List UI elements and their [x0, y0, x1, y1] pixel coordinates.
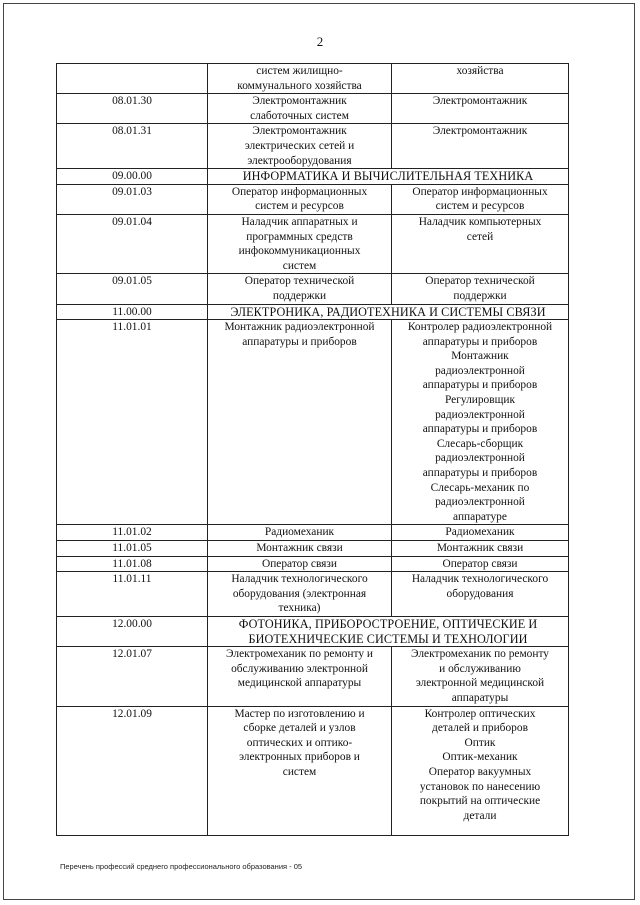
cell-line: Мастер по изготовлению и — [234, 707, 365, 720]
table-row — [57, 214, 569, 273]
qualification-cell — [392, 525, 569, 541]
cell-line: аппаратуры и приборов — [422, 379, 538, 392]
profession-cell — [208, 556, 392, 572]
cell-line: поддержки — [272, 289, 327, 302]
cell-line: аппаратуры и приборов — [422, 423, 538, 436]
code-cell: 11.01.05 — [57, 541, 208, 557]
group-title-cell — [208, 616, 569, 646]
cell-line: аппаратуры и приборов — [422, 467, 538, 480]
profession-cell — [208, 706, 392, 835]
table-row — [57, 525, 569, 541]
cell-line: Электромонтажник — [432, 125, 528, 138]
code-cell: 11.01.01 — [57, 320, 208, 525]
cell-line: аппаратуры — [451, 691, 509, 704]
profession-cell — [208, 541, 392, 557]
cell-line: систем жилищно- — [256, 65, 343, 77]
table-row — [57, 274, 569, 304]
cell-line: Электромеханик по ремонту и — [226, 648, 373, 661]
qualification-cell — [392, 184, 569, 214]
page-number: 2 — [316, 34, 324, 49]
cell-line: сетей — [466, 230, 494, 243]
cell-line: электрических сетей и — [244, 139, 355, 152]
cell-line: оборудования — [446, 587, 514, 600]
code-cell: 11.01.08 — [57, 556, 208, 572]
profession-cell — [208, 64, 392, 94]
profession-cell — [208, 184, 392, 214]
table-row — [57, 541, 569, 557]
code-cell: 08.01.31 — [57, 124, 208, 169]
group-row — [57, 169, 569, 185]
footer-note: Перечень профессий среднего профессионального образования - 05 — [60, 862, 303, 871]
cell-line: Электромонтажник — [252, 95, 347, 108]
cell-line: Оператор связи — [442, 557, 518, 570]
profession-cell — [208, 647, 392, 706]
group-title-cell: ИНФОРМАТИКА И ВЫЧИСЛИТЕЛЬНАЯ ТЕХНИКА — [208, 169, 569, 185]
cell-line: сборке деталей и узлов — [243, 722, 356, 735]
cell-line: Слесарь-сборщик — [436, 437, 524, 450]
cell-line: Контролер оптических — [424, 707, 536, 720]
cell-line: ФОТОНИКА, ПРИБОРОСТРОЕНИЕ, ОПТИЧЕСКИЕ И — [238, 616, 538, 631]
cell-line: программных средств — [246, 230, 353, 243]
qualification-cell — [392, 541, 569, 557]
profession-cell — [208, 572, 392, 617]
cell-line: установок по нанесению — [419, 780, 541, 793]
cell-line: Монтажник связи — [436, 542, 524, 554]
profession-cell — [208, 214, 392, 273]
cell-line: оптических и оптико- — [246, 736, 353, 749]
group-row — [57, 616, 569, 646]
cell-line: Регулировщик — [444, 394, 516, 407]
qualification-cell — [392, 706, 569, 835]
cell-line: систем — [282, 765, 317, 778]
code-cell: 09.00.00 — [57, 169, 208, 185]
cell-line: радиоэлектронной — [435, 452, 525, 465]
profession-cell — [208, 274, 392, 304]
table-row — [57, 647, 569, 706]
cell-line: Электромонтажник — [432, 95, 528, 108]
table-row — [57, 124, 569, 169]
cell-line: аппаратуры и приборов — [422, 335, 538, 348]
qualification-cell — [392, 214, 569, 273]
code-cell: 12.00.00 — [57, 616, 208, 646]
cell-line: электронной медицинской — [415, 677, 545, 690]
cell-line: обслуживанию электронной — [231, 662, 368, 675]
cell-line: Монтажник радиоэлектронной — [224, 321, 375, 334]
code-cell: 11.01.11 — [57, 572, 208, 617]
cell-line: Оптик-механик — [442, 751, 518, 764]
cell-line: БИОТЕХНИЧЕСКИЕ СИСТЕМЫ И ТЕХНОЛОГИИ — [248, 631, 528, 646]
code-cell — [57, 64, 208, 94]
cell-line: поддержки — [453, 289, 507, 302]
cell-line: Оптик — [464, 736, 496, 749]
cell-line: систем — [282, 259, 317, 272]
table-row — [57, 64, 569, 94]
code-cell: 09.01.05 — [57, 274, 208, 304]
cell-line: Наладчик аппаратных и — [241, 215, 358, 228]
cell-line: Монтажник — [451, 350, 509, 363]
cell-line: Оператор технической — [425, 275, 535, 288]
code-cell: 11.01.02 — [57, 525, 208, 541]
cell-line: радиоэлектронной — [435, 364, 525, 377]
code-cell: 09.01.03 — [57, 184, 208, 214]
table-row — [57, 706, 569, 835]
cell-line: Электромеханик по ремонту — [411, 648, 549, 661]
cell-line: систем и ресурсов — [435, 200, 525, 213]
cell-line: аппаратуре — [453, 510, 507, 523]
table-row — [57, 556, 569, 572]
cell-line: Радиомеханик — [264, 526, 335, 539]
cell-line: слаботочных систем — [250, 109, 349, 122]
table-row — [57, 320, 569, 525]
table-row — [57, 184, 569, 214]
qualification-cell — [392, 572, 569, 617]
code-cell: 09.01.04 — [57, 214, 208, 273]
qualification-cell — [392, 647, 569, 706]
cell-line: Контролер радиоэлектронной — [407, 321, 553, 334]
profession-cell — [208, 94, 392, 124]
group-title-cell: ЭЛЕКТРОНИКА, РАДИОТЕХНИКА И СИСТЕМЫ СВЯЗИ — [208, 304, 569, 320]
profession-cell — [208, 124, 392, 169]
cell-line: Слесарь-механик по — [430, 481, 530, 494]
cell-line: медицинской аппаратуры — [237, 677, 362, 690]
cell-line: электрооборудования — [247, 154, 352, 167]
qualification-cell — [392, 94, 569, 124]
table-row — [57, 572, 569, 617]
cell-line: радиоэлектронной — [435, 408, 525, 421]
qualification-cell — [392, 274, 569, 304]
cell-line: Оператор связи — [261, 557, 338, 570]
cell-line: техника) — [278, 602, 321, 615]
qualification-cell — [392, 124, 569, 169]
table-row — [57, 94, 569, 124]
cell-line: электронных приборов и — [239, 751, 360, 764]
professions-table — [56, 63, 569, 836]
code-cell: 12.01.07 — [57, 647, 208, 706]
cell-line: Оператор вакуумных — [428, 765, 532, 778]
code-cell: 12.01.09 — [57, 706, 208, 835]
cell-line: Оператор информационных — [412, 185, 548, 198]
group-row — [57, 304, 569, 320]
cell-line: Оператор информационных — [231, 185, 368, 198]
cell-line: аппаратуры и приборов — [242, 335, 357, 348]
profession-cell — [208, 320, 392, 525]
cell-line: хозяйства — [456, 65, 504, 77]
cell-line: Монтажник связи — [256, 542, 343, 554]
cell-line: Радиомеханик — [445, 526, 515, 539]
table-body — [57, 64, 569, 836]
cell-line: покрытий на оптические — [419, 795, 541, 808]
qualification-cell — [392, 64, 569, 94]
cell-line: Наладчик технологического — [411, 573, 549, 586]
qualification-cell — [392, 320, 569, 525]
cell-line: инфокоммуникационных — [238, 245, 361, 258]
cell-line: и обслуживанию — [439, 662, 521, 675]
cell-line: Оператор технической — [244, 275, 355, 288]
code-cell: 11.00.00 — [57, 304, 208, 320]
cell-line: детали — [463, 809, 497, 822]
code-cell: 08.01.30 — [57, 94, 208, 124]
cell-line: Наладчик компьютерных — [418, 215, 542, 228]
cell-line: систем и ресурсов — [255, 200, 344, 213]
cell-line: коммунального хозяйства — [237, 79, 362, 92]
qualification-cell — [392, 556, 569, 572]
cell-line: оборудования (электронная — [232, 587, 367, 600]
cell-line: Наладчик технологического — [231, 573, 368, 586]
cell-line: деталей и приборов — [432, 722, 528, 735]
cell-line: радиоэлектронной — [435, 496, 525, 509]
cell-line: Электромонтажник — [252, 125, 347, 138]
profession-cell — [208, 525, 392, 541]
